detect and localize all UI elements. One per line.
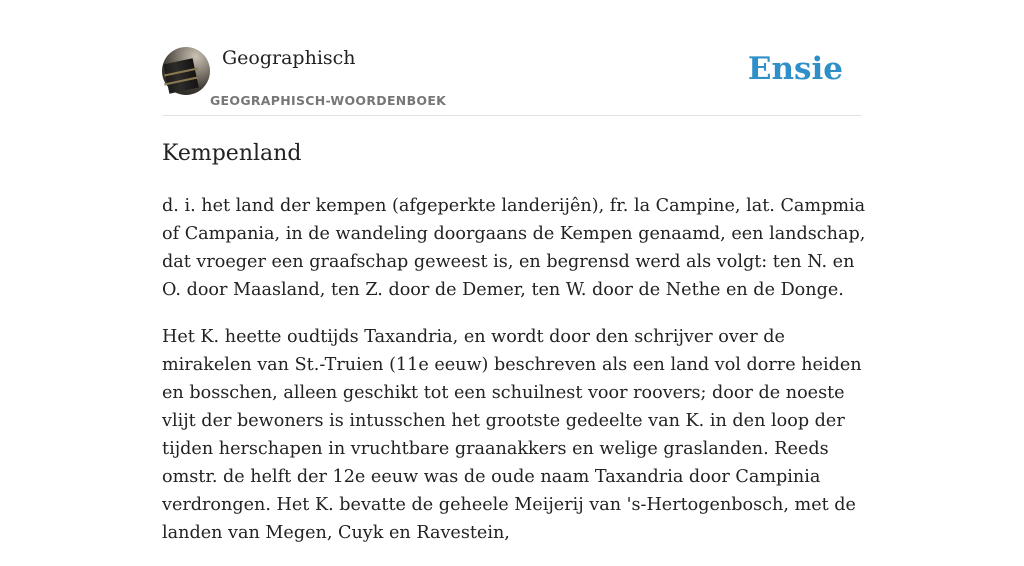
entry-title: Kempenland — [162, 141, 302, 166]
entry-body — [162, 192, 867, 566]
entry-paragraph: Het K. heette oudtijds Taxandria, en wordt door den schrijver over de mirakelen van St.-Truien (11e eeuw) beschreven als een land vol dorre heiden en bosschen, alleen geschikt tot een schuilnest voor roovers; door de noeste vlijt der bewoners is intusschen het grootste gedeelte van K. in den loop der tijden herschapen in vruchtbare graanakkers en welige graslanden. Reeds omstr. de helft der 12e eeuw was de oude naam Taxandria door Campinia verdrongen. Het K. bevatte de geheele Meijerij van 's-Hertogenbosch, met de landen van Megen, Cuyk en Ravestein, — [162, 327, 862, 543]
entry-paragraph: d. i. het land der kempen (afgeperkte landerijên), fr. la Campine, lat. Campmia of Campania, in de wandeling doorgaans de Kempen genaamd, een landschap, dat vroeger een graafschap geweest is, en begrensd werd als volgt: ten N. en O. door Maasland, ten Z. door de Demer, ten W. door de Nethe en de Donge. — [162, 196, 866, 300]
page — [162, 0, 866, 543]
site-title[interactable]: Geographisch — [222, 47, 356, 69]
avatar[interactable] — [162, 47, 210, 95]
book-spine-image — [163, 58, 199, 94]
header — [162, 0, 862, 116]
site-subtitle[interactable]: GEOGRAPHISCH-WOORDENBOEK — [210, 93, 447, 108]
brand-logo[interactable]: Ensie — [747, 51, 843, 87]
